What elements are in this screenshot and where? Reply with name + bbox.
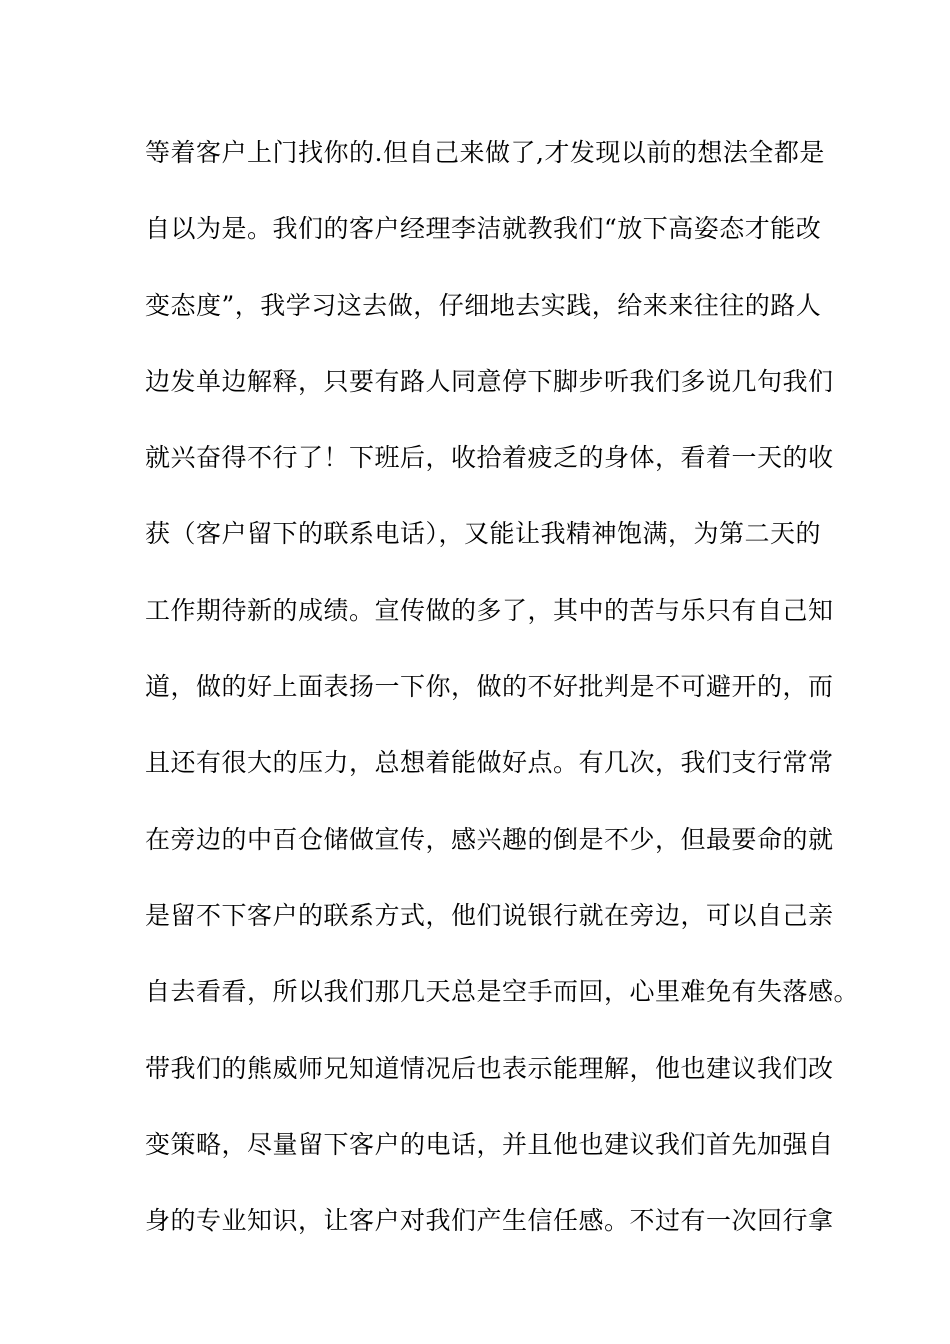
text-line: 自去看看，所以我们那几天总是空手而回，心里难免有失落感。 — [145, 977, 860, 1007]
text-line: 身的专业知识，让客户对我们产生信任感。不过有一次回行拿 — [145, 1206, 834, 1236]
text-line: 且还有很大的压力，总想着能做好点。有几次，我们支行常常 — [145, 748, 834, 778]
body-text — [145, 134, 865, 1278]
text-line: 工作期待新的成绩。宣传做的多了，其中的苦与乐只有自己知 — [145, 595, 834, 625]
text-line: 在旁边的中百仓储做宣传，感兴趣的倒是不少，但最要命的就 — [145, 824, 834, 854]
text-line: 变态度”，我学习这去做，仔细地去实践，给来来往往的路人 — [145, 290, 822, 320]
text-line: 获（客户留下的联系电话），又能让我精神饱满，为第二天的 — [145, 519, 822, 549]
text-line: 带我们的熊威师兄知道情况后也表示能理解，他也建议我们改 — [145, 1053, 834, 1083]
text-line: 自以为是。我们的客户经理李洁就教我们“放下高姿态才能改 — [145, 214, 822, 244]
text-line: 是留不下客户的联系方式，他们说银行就在旁边，可以自己亲 — [145, 900, 834, 930]
text-line: 边发单边解释，只要有路人同意停下脚步听我们多说几句我们 — [145, 366, 834, 396]
text-line: 道，做的好上面表扬一下你，做的不好批判是不可避开的，而 — [145, 672, 834, 702]
text-line: 等着客户上门找你的.但自己来做了,才发现以前的想法全都是 — [145, 138, 825, 167]
text-line: 变策略，尽量留下客户的电话，并且他也建议我们首先加强自 — [145, 1129, 834, 1159]
text-line: 就兴奋得不行了！下班后，收拾着疲乏的身体，看着一天的收 — [145, 443, 834, 473]
